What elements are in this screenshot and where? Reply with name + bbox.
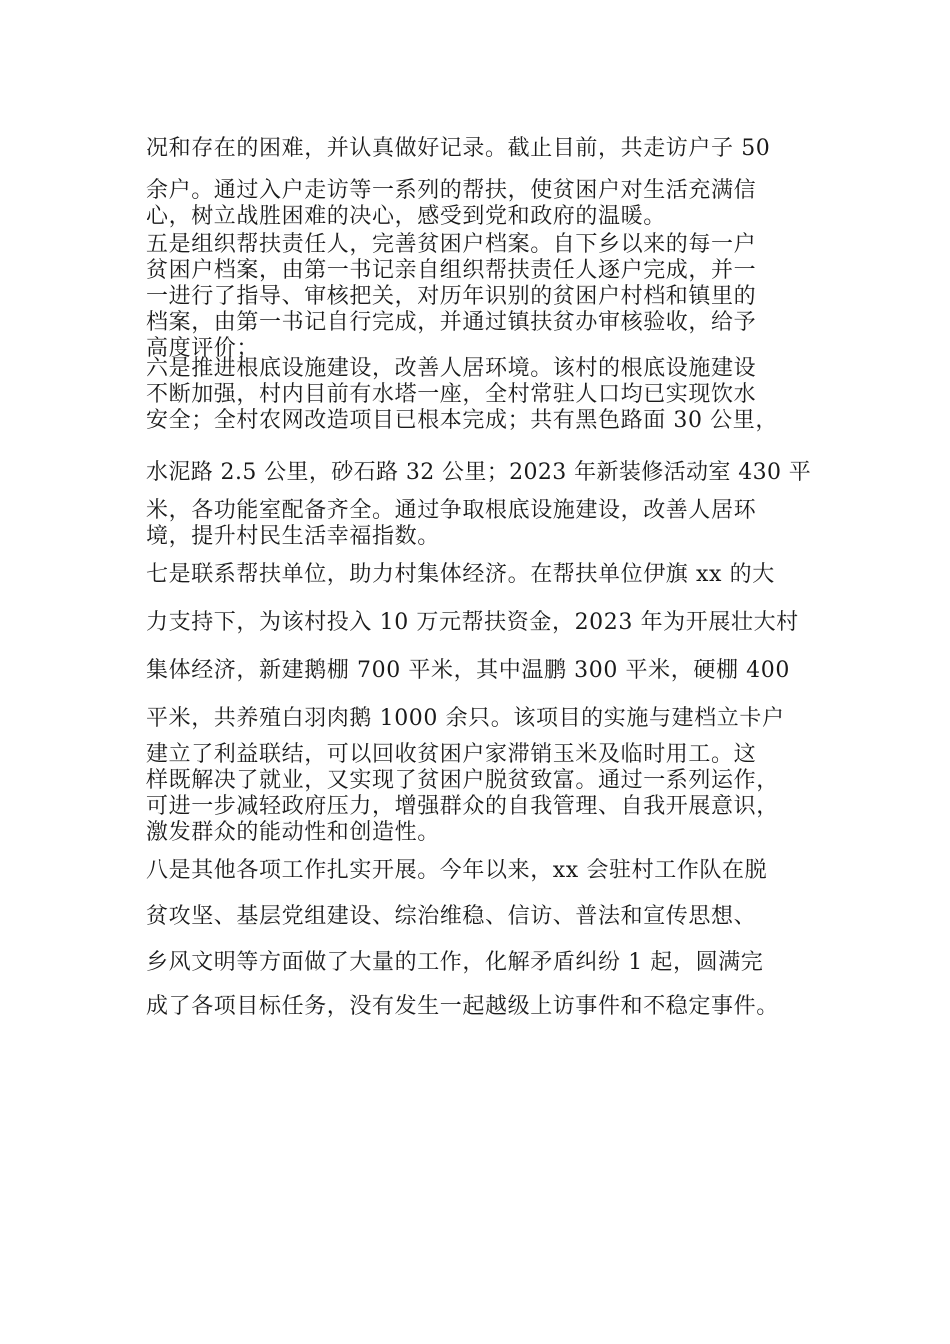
text-line: 水泥路 2.5 公里，砂石路 32 公里；2023 年新装修活动室 430 平 xyxy=(146,460,812,485)
text-line: 乡风文明等方面做了大量的工作，化解矛盾纠纷 1 起，圆满完 xyxy=(146,950,764,975)
text-line: 安全；全村农网改造项目已根本完成；共有黑色路面 30 公里， xyxy=(146,408,778,433)
text-line: 样既解决了就业，又实现了贫困户脱贫致富。通过一系列运作， xyxy=(146,768,779,793)
text-line: 建立了利益联结，可以回收贫困户家滞销玉米及临时用工。这 xyxy=(146,742,757,767)
text-line: 平米，共养殖白羽肉鹅 1000 余只。该项目的实施与建档立卡户 xyxy=(146,706,785,731)
text-line: 八是其他各项工作扎实开展。今年以来，xx 会驻村工作队在脱 xyxy=(146,858,768,883)
text-line: 力支持下，为该村投入 10 万元帮扶资金，2023 年为开展壮大村 xyxy=(146,610,799,635)
text-line: 贫困户档案，由第一书记亲自组织帮扶责任人逐户完成，并一 xyxy=(146,258,757,283)
text-line: 不断加强，村内目前有水塔一座，全村常驻人口均已实现饮水 xyxy=(146,382,757,407)
text-line: 六是推进根底设施建设，改善人居环境。该村的根底设施建设 xyxy=(146,356,757,381)
text-line: 成了各项目标任务，没有发生一起越级上访事件和不稳定事件。 xyxy=(146,994,779,1019)
text-line: 七是联系帮扶单位，助力村集体经济。在帮扶单位伊旗 xx 的大 xyxy=(146,562,775,587)
text-line: 境，提升村民生活幸福指数。 xyxy=(146,524,440,549)
text-line: 集体经济，新建鹅棚 700 平米，其中温鹏 300 平米，硬棚 400 xyxy=(146,658,790,683)
text-line: 一进行了指导、审核把关，对历年识别的贫困户村档和镇里的 xyxy=(146,284,757,309)
text-line: 贫攻坚、基层党组建设、综治维稳、信访、普法和宣传思想、 xyxy=(146,904,757,929)
text-line: 米，各功能室配备齐全。通过争取根底设施建设，改善人居环 xyxy=(146,498,757,523)
text-line: 可进一步减轻政府压力，增强群众的自我管理、自我开展意识， xyxy=(146,794,779,819)
text-line: 余户。通过入户走访等一系列的帮扶，使贫困户对生活充满信 xyxy=(146,178,757,203)
text-line: 高度评价； xyxy=(146,336,260,361)
text-line: 档案，由第一书记自行完成，并通过镇扶贫办审核验收，给予 xyxy=(146,310,757,335)
text-line: 激发群众的能动性和创造性。 xyxy=(146,820,440,845)
text-line: 况和存在的困难，并认真做好记录。截止目前，共走访户子 50 xyxy=(146,136,771,161)
text-line: 心，树立战胜困难的决心，感受到党和政府的温暖。 xyxy=(146,204,666,229)
text-line: 五是组织帮扶责任人，完善贫困户档案。自下乡以来的每一户 xyxy=(146,232,757,257)
